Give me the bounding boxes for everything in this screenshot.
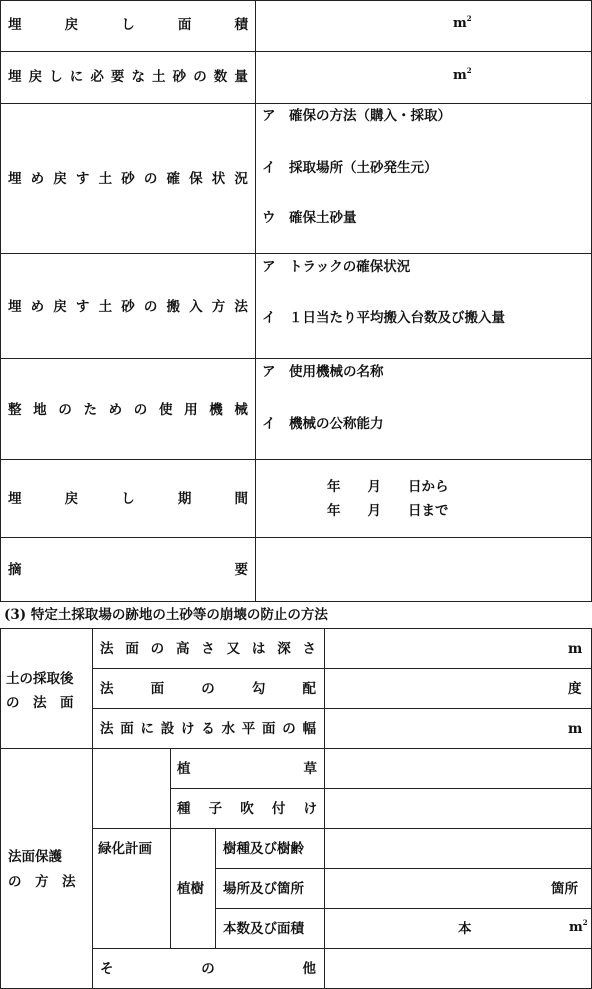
label-required-soil: 埋 戻 し に 必 要 な 土 砂 の 数 量 — [8, 69, 248, 85]
item-securing-method: ア 確保の方法（購入・採取） — [262, 108, 451, 124]
unit-backfill-area: $m^2$ — [453, 14, 472, 31]
section3-heading: (3) 特定土採取場の跡地の土砂等の崩壊の防止の方法 — [4, 607, 328, 623]
label-tree-planting: 植樹 — [177, 881, 204, 897]
item-machine-capacity: イ 機械の公称能力 — [262, 416, 384, 432]
label-bench-width: 法 面 に 設 け る 水 平 面 の 幅 — [100, 721, 316, 737]
label-place-count: 場所及び箇所 — [223, 881, 304, 897]
slope-group-label-1: 土の採取後 — [6, 671, 74, 687]
label-greening-plan: 緑化計画 — [98, 841, 152, 857]
item-machine-name: ア 使用機械の名称 — [262, 364, 384, 380]
unit-slope-height: m — [568, 641, 583, 657]
period-to: 年 月 日まで — [327, 503, 449, 519]
label-remarks: 摘 要 — [8, 562, 248, 578]
label-species-age: 樹種及び樹齢 — [223, 841, 304, 857]
slope-group-label-2: の 法 面 — [6, 695, 74, 711]
label-number-area: 本数及び面積 — [223, 921, 304, 937]
item-source-location: イ 採取場所（土砂発生元） — [262, 160, 438, 176]
label-seed-spraying: 種 子 吹 付 け — [177, 801, 317, 817]
period-from: 年 月 日から — [327, 479, 449, 495]
protection-group-label-1: 法面保護 — [8, 849, 62, 865]
label-soil-securing: 埋 め 戻 す 土 砂 の 確 保 状 況 — [8, 171, 248, 187]
unit-slope-gradient: 度 — [568, 681, 582, 697]
protection-group-label-2: の 方 法 — [8, 874, 76, 890]
label-backfill-area: 埋 戻 し 面 積 — [8, 17, 248, 33]
label-grass-planting: 植 草 — [177, 761, 317, 777]
label-slope-gradient: 法 面 の 勾 配 — [100, 681, 316, 697]
label-backfill-period: 埋 戻 し 期 間 — [8, 491, 248, 507]
label-machinery: 整 地 の た め の 使 用 機 械 — [8, 402, 248, 418]
item-secured-amount: ウ 確保土砂量 — [262, 210, 357, 226]
label-soil-transport: 埋 め 戻 す 土 砂 の 搬 入 方 法 — [8, 299, 248, 315]
unit-area: $m^2$ — [569, 918, 588, 935]
label-slope-height: 法 面 の 高 さ 又 は 深 さ — [100, 641, 316, 657]
item-daily-trucks: イ １日当たり平均搬入台数及び搬入量 — [262, 310, 505, 326]
item-truck-status: ア トラックの確保状況 — [262, 259, 411, 275]
unit-bench-width: m — [568, 721, 583, 737]
label-other: そ の 他 — [100, 961, 316, 977]
unit-place-count: 箇所 — [551, 881, 578, 897]
unit-trees: 本 — [458, 921, 472, 937]
unit-required-soil: $m^2$ — [453, 66, 472, 83]
